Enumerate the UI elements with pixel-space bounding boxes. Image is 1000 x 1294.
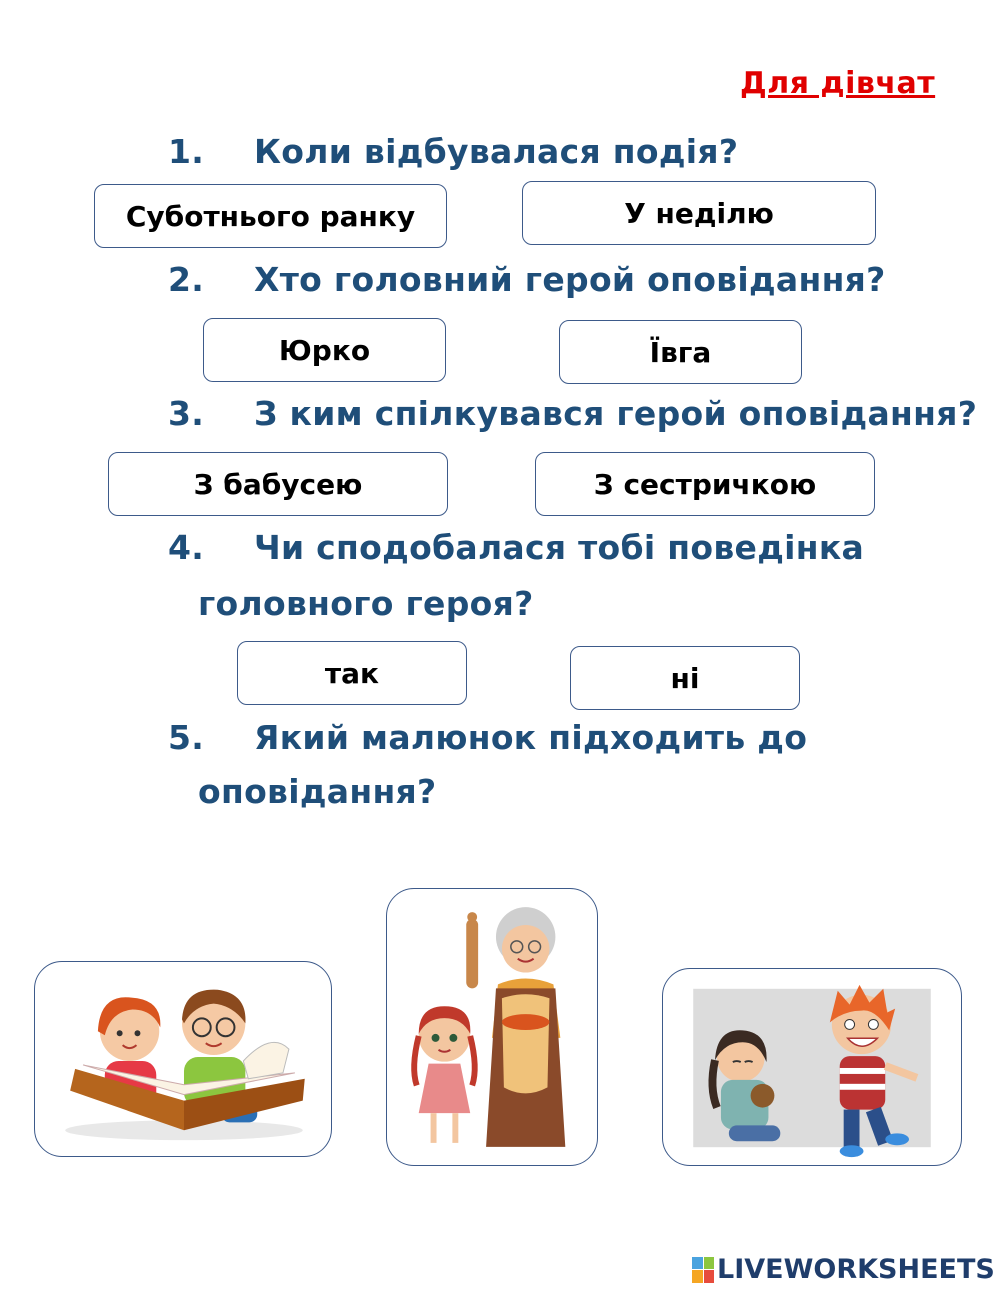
question-4-number: 4. xyxy=(168,528,205,567)
children-reading-book-image[interactable] xyxy=(34,961,332,1157)
sad-girl-boy-illustration xyxy=(663,969,961,1165)
question-5-text-continued: оповідання? xyxy=(198,772,437,811)
grandmother-and-girl-image[interactable] xyxy=(386,888,598,1166)
answer-3b-button[interactable]: З сестричкою xyxy=(535,452,875,516)
answer-2a-button[interactable]: Юрко xyxy=(203,318,446,382)
question-3-number: 3. xyxy=(168,394,205,433)
question-2-text: Хто головний герой оповідання? xyxy=(254,260,886,299)
children-reading-illustration xyxy=(35,962,331,1156)
sad-girl-and-laughing-boy-image[interactable] xyxy=(662,968,962,1166)
answer-4a-button[interactable]: так xyxy=(237,641,467,705)
answer-1a-button[interactable]: Суботнього ранку xyxy=(94,184,447,248)
question-5-text: Який малюнок підходить до xyxy=(254,718,808,757)
answer-4b-button[interactable]: ні xyxy=(570,646,800,710)
question-5 xyxy=(168,718,807,757)
grandmother-girl-illustration xyxy=(387,889,597,1165)
worksheet-title: Для дівчат xyxy=(740,66,936,101)
answer-1b-button[interactable]: У неділю xyxy=(522,181,876,245)
question-1-text: Коли відбувалася подія? xyxy=(254,132,739,171)
question-4-text: Чи сподобалася тобі поведінка xyxy=(254,528,865,567)
answer-3a-button[interactable]: З бабусею xyxy=(108,452,448,516)
question-1-number: 1. xyxy=(168,132,205,171)
brand-mark-icon xyxy=(692,1257,714,1283)
question-2-number: 2. xyxy=(168,260,205,299)
question-3-text: З ким спілкувався герой оповідання? xyxy=(254,394,978,433)
brand-text: LIVEWORKSHEETS xyxy=(717,1254,995,1285)
question-2 xyxy=(168,260,886,299)
question-3 xyxy=(168,394,977,433)
liveworksheets-logo xyxy=(692,1254,995,1285)
answer-2b-button[interactable]: Ївга xyxy=(559,320,802,384)
question-4-text-continued: головного героя? xyxy=(198,584,534,623)
question-1 xyxy=(168,132,738,171)
question-5-number: 5. xyxy=(168,718,205,757)
question-4 xyxy=(168,528,864,567)
